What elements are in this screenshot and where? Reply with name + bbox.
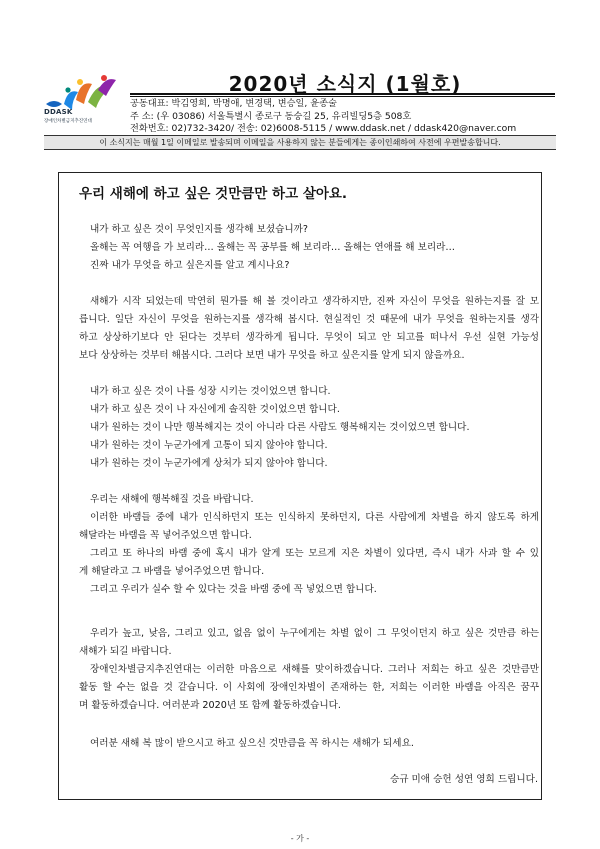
text-line: 해달라는 바램을 꼭 넣어주었으면 합니다. (79, 530, 252, 541)
logo-subtitle: 장애인차별금지추진연대 (44, 119, 92, 124)
text-line: 며 활동하겠습니다. 여러분과 2020년 또 함께 활동하겠습니다. (79, 700, 341, 711)
text-line: 올해는 꼭 여행을 가 보리라… 올해는 꼭 공부를 해 보리라… 올해는 연애를 해 보리라… (90, 242, 455, 253)
delivery-notice: 이 소식지는 매월 1일 이메일로 발송되며 이메일을 사용하지 않는 분들에게는 종이인쇄하여 사전에 우편발송합니다. (44, 135, 556, 150)
contact-line: 전화번호: 02)732-3420/ 전송: 02)6008-5115 / www.ddask.net / ddask420@naver.com (130, 123, 517, 134)
text-line: 내가 하고 싶은 것이 나 자신에게 솔직한 것이었으면 합니다. (90, 404, 340, 415)
logo-text: DDASK (44, 108, 73, 116)
text-line: 우리가 높고, 낮음, 그리고 있고, 없음 없이 누구에게는 차별 없이 그 무엇이던지 하고 싶은 것만큼 하는 (90, 628, 539, 639)
text-line: 내가 하고 싶은 것이 무엇인지를 생각해 보셨습니까? (90, 224, 309, 235)
newsletter-title: 2020년 소식지 (1월호) (228, 72, 462, 96)
text-line: 하고 상상하기보다 안 된다는 것부터 생각하게 됩니다. 무엇이 되고 안 되고를 떠나서 우선 실현 가능성 (79, 332, 539, 343)
text-line: 내가 원하는 것이 누군가에게 상처가 되지 않아야 합니다. (90, 458, 328, 469)
text-line: 그리고 우리가 실수 할 수 있다는 것을 바램 중에 꼭 넣었으면 합니다. (90, 584, 377, 595)
text-line: 진짜 내가 무엇을 하고 싶은지를 알고 계시나요? (90, 260, 290, 271)
text-line: 릅니다. 일단 자신이 무엇을 원하는지를 생각해 봅시다. 현실적인 것 때문에 내가 무엇을 원하는지를 생각 (79, 314, 539, 325)
signature: 승규 미애 승헌 성연 영희 드립니다. (389, 774, 538, 785)
text-line: 내가 원하는 것이 나만 행복해지는 것이 아니라 다른 사람도 행복해지는 것이었으면 합니다. (90, 422, 470, 433)
co-representatives: 공동대표: 박김영희, 박명애, 변경택, 변승일, 윤종술 (130, 98, 337, 109)
text-line: 내가 원하는 것이 누군가에게 고통이 되지 않아야 합니다. (90, 440, 328, 451)
text-line: 활동 할 수는 없을 것 같습니다. 이 사회에 장애인차별이 존재하는 한, 저희는 이러한 바램을 아직은 꿈꾸 (79, 682, 539, 693)
title-rule-top (130, 93, 555, 95)
text-line: 보다 상상하는 것부터 해봅시다. 그러다 보면 내가 무엇을 하고 싶은지를 알게 되지 않을까요. (79, 350, 465, 361)
address: 주 소: (우 03086) 서울특별시 종로구 동숭길 25, 유리빌딩5층 508호 (130, 111, 412, 122)
text-line: 새해가 시작 되었는데 막연히 뭔가를 해 볼 것이라고 생각하지만, 진짜 자신이 무엇을 원하는지를 잘 모 (90, 296, 539, 307)
letter-heading: 우리 새해에 하고 싶은 것만큼만 하고 살아요. (79, 186, 348, 202)
text-line: 우리는 새해에 행복해질 것을 바랍니다. (90, 494, 254, 505)
text-line: 내가 하고 싶은 것이 나를 성장 시키는 것이었으면 합니다. (90, 386, 331, 397)
text-line: 새해가 되길 바랍니다. (79, 646, 172, 657)
text-line: 장애인차별금지추진연대는 이러한 마음으로 새해를 맞이하겠습니다. 그러나 저희는 하고 싶은 것만큼만 (90, 664, 539, 675)
text-line: 그리고 또 하나의 바램 중에 혹시 내가 알게 또는 모르게 지은 차별이 있다면, 즉시 내가 사과 할 수 있 (90, 548, 539, 559)
text-line: 게 해달라고 그 바램을 넣어주었으면 합니다. (79, 566, 265, 577)
page-number: - 가 - (290, 834, 310, 843)
text-line: 이러한 바램들 중에 내가 인식하던지 또는 인식하지 못하던지, 다른 사람에게 차별을 하지 않도록 하게 (90, 512, 539, 523)
closing-line: 여러분 새해 복 많이 받으시고 하고 싶으신 것만큼을 꼭 하시는 새해가 되세요. (90, 738, 414, 749)
